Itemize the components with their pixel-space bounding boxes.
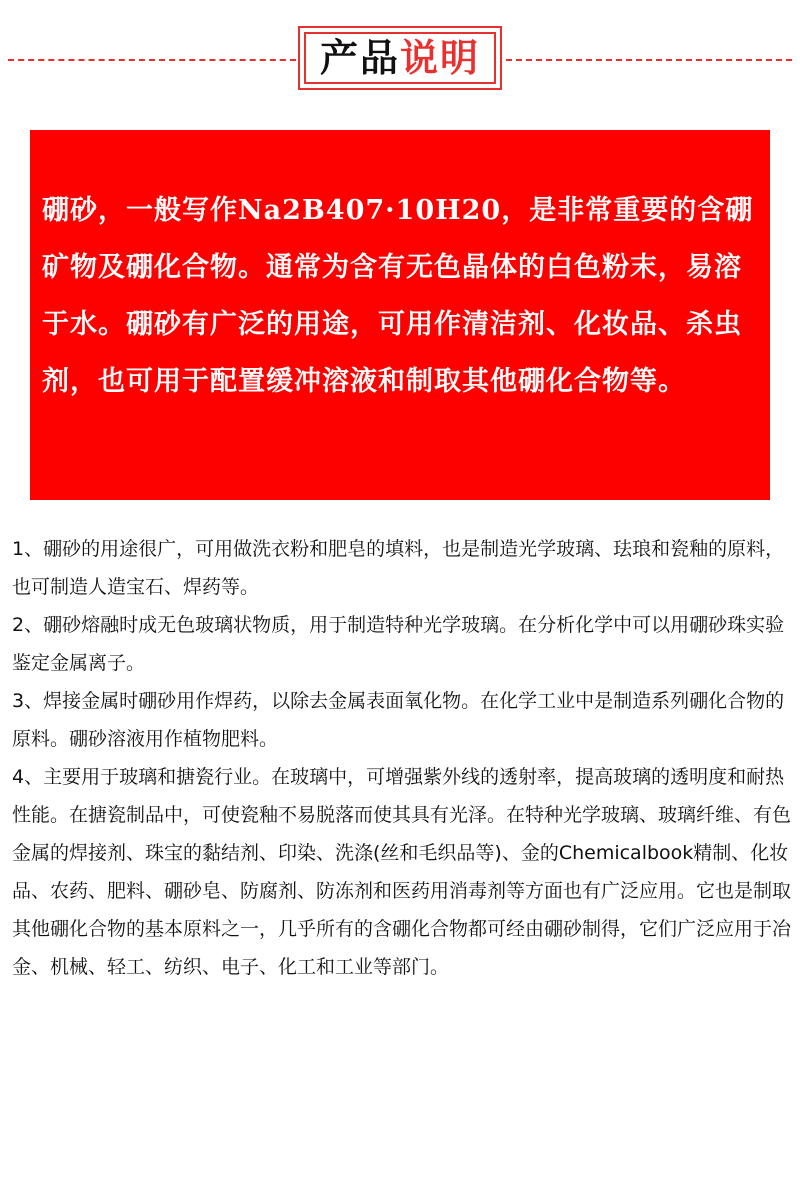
title-part-red: 说明 bbox=[400, 35, 481, 80]
header-dashed-line-right bbox=[506, 59, 792, 61]
description-list bbox=[12, 530, 798, 986]
list-item-4: 4、主要用于玻璃和搪瓷行业。在玻璃中，可增强紫外线的透射率，提高玻璃的透明度和耐热性能。在搪瓷制品中，可使瓷釉不易脱落而使其具有光泽。在特种光学玻璃、玻璃纤维、有色金属的焊接剂、珠宝的黏结剂、印染、洗涤(丝和毛织品等)、金的Chemicalbook精制、化妆品、农药、肥料、硼砂皂、防腐剂、防冻剂和医药用消毒剂等方面也有广泛应用。它也是制取其他硼化合物的基本原料之一，几乎所有的含硼化合物都可经由硼砂制得，它们广泛应用于冶金、机械、轻工、纺织、电子、化工和工业等部门。 bbox=[12, 766, 792, 978]
page-title bbox=[304, 32, 496, 84]
title-part-black: 产品 bbox=[319, 35, 400, 80]
list-item-2: 2、硼砂熔融时成无色玻璃状物质，用于制造特种光学玻璃。在分析化学中可以用硼砂珠实验鉴定金属离子。 bbox=[12, 614, 785, 674]
intro-box bbox=[30, 130, 770, 500]
list-item-3: 3、焊接金属时硼砂用作焊药，以除去金属表面氧化物。在化学工业中是制造系列硼化合物的原料。硼砂溶液用作植物肥料。 bbox=[12, 690, 785, 750]
title-frame bbox=[298, 26, 502, 90]
section-header bbox=[0, 0, 800, 110]
intro-text: 硼砂，一般写作Na2B407·10H20，是非常重要的含硼矿物及硼化合物。通常为含有无色晶体的白色粉末，易溶于水。硼砂有广泛的用途，可用作清洁剂、化妆品、杀虫剂，也可用于配置缓冲溶液和制取其他硼化合物等。 bbox=[42, 195, 754, 397]
list-item-1: 1、硼砂的用途很广，可用做洗衣粉和肥皂的填料，也是制造光学玻璃、珐琅和瓷釉的原料，也可制造人造宝石、焊药等。 bbox=[12, 538, 785, 598]
header-dashed-line-left bbox=[8, 59, 296, 61]
